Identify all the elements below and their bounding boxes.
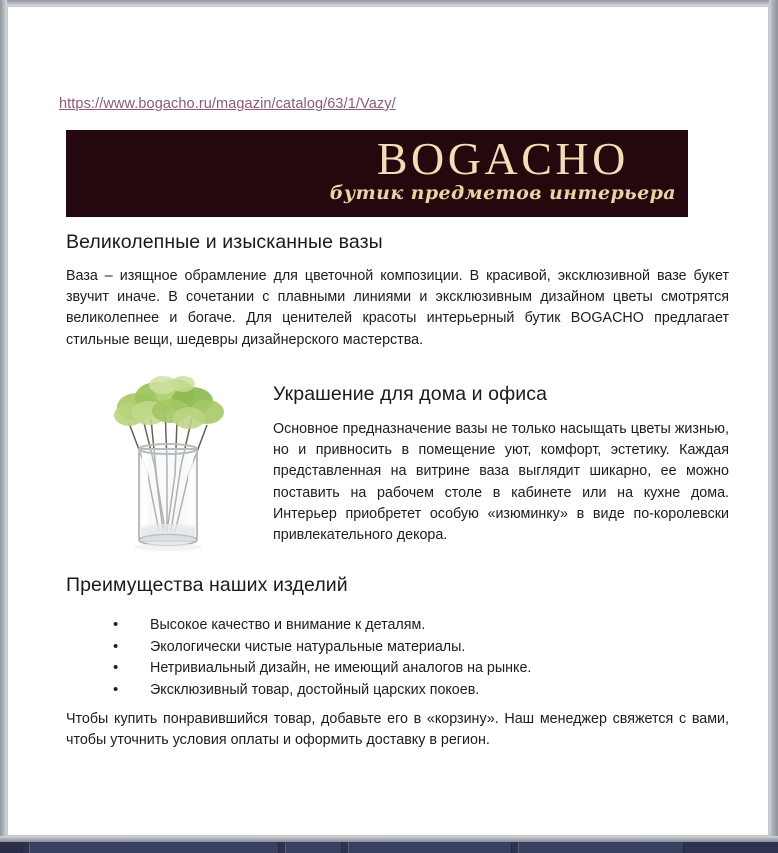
window-edge-right <box>769 0 778 842</box>
list-item: • Эксклюзивный товар, достойный царских покоев. <box>113 680 713 702</box>
advantages-list <box>66 615 713 701</box>
paragraph-closing: Чтобы купить понравившийся товар, добавьте его в «корзину». Наш менеджер свяжется с вами, чтобы уточнить условия оплаты и оформить доставку в регион. <box>66 711 729 749</box>
document-page-sheet <box>7 6 769 836</box>
taskbar-start-button[interactable] <box>0 842 23 853</box>
list-item: • Экологически чистые натуральные материалы. <box>113 637 713 659</box>
vase-product-image <box>71 371 263 567</box>
document-content <box>8 7 768 835</box>
bogacho-banner <box>66 130 688 217</box>
source-url-link[interactable]: https://www.bogacho.ru/magazin/catalog/63/1/Vazy/ <box>59 96 396 112</box>
list-item: • Высокое качество и внимание к деталям. <box>113 615 713 637</box>
taskbar-item[interactable] <box>518 842 684 853</box>
heading-vases: Великолепные и изысканные вазы <box>66 231 383 253</box>
window-edge-top <box>0 0 778 6</box>
taskbar-item[interactable] <box>29 842 279 853</box>
banner-logo-text: BOGACHO <box>376 133 629 184</box>
paragraph-intro: Ваза – изящное обрамление для цветочной композиции. В красивой, эксклюзивной вазе букет звучит иначе. В сочетании с плавными линиями и эксклюзивным дизайном цветы смотрятся великолепнее и богаче. Для ценителей красоты интерьерный бутик BOGACHO предлагает стильные вещи, шедевры дизайнерского мастерства. <box>66 268 729 348</box>
paragraph-home-office-decor: Основное предназначение вазы не только насыщать цветы жизнью, но и привносить в помещение уют, комфорт, эстетику. Каждая представленная на витрине ваза выглядит шикарно, ее можно поставить на рабочем столе в кабинете или на кухне дома. Интерьер приобретет особую «изюминку» в виде по-королевски привлекательного декора. <box>273 421 729 544</box>
taskbar[interactable] <box>0 842 778 853</box>
heading-advantages: Преимущества наших изделий <box>66 574 348 596</box>
taskbar-item[interactable] <box>348 842 512 853</box>
banner-tagline-text: бутик предметов интерьера <box>329 182 676 204</box>
list-item: • Нетривиальный дизайн, не имеющий аналогов на рынке. <box>113 658 713 680</box>
taskbar-item[interactable] <box>285 842 342 853</box>
banner-logo-group <box>329 133 676 204</box>
taskbar-spacer <box>684 842 778 853</box>
window-edge-left <box>0 0 7 842</box>
heading-home-office-decor: Украшение для дома и офиса <box>273 383 548 405</box>
